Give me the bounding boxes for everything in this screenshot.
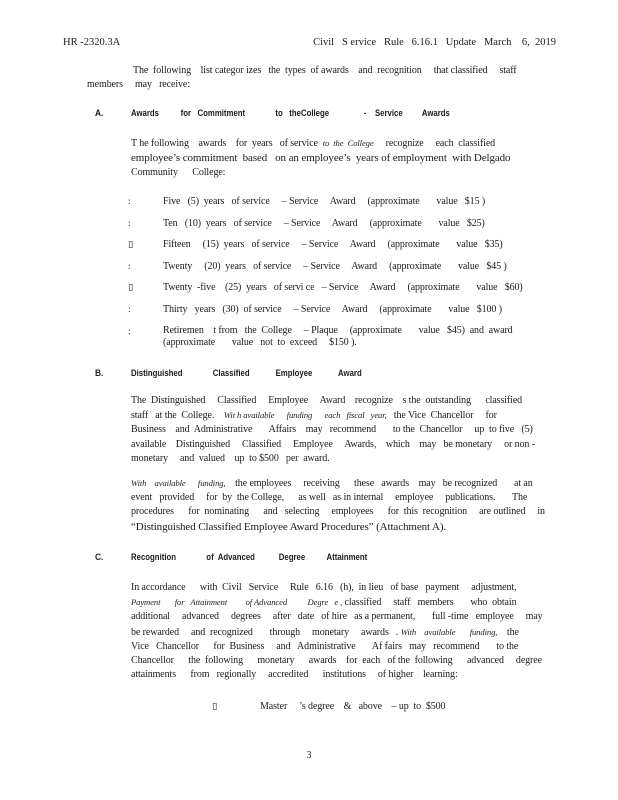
section-title: Awards for Commitment to theCollege - Service Awards — [131, 108, 450, 119]
list-item — [128, 281, 523, 295]
text-line: additional advanced degrees after date of hire as a permanent, full -time employee may — [131, 611, 543, 623]
text-line: employee’s commitment based on an employee’s years of employment with Delgado — [131, 152, 511, 165]
text-line: attainments from regionally accredited institutions of higher learning: — [131, 669, 458, 681]
page-header — [63, 37, 556, 48]
section-title: Recognition of Advanced Degree Attainment — [131, 552, 368, 563]
text-line: In accordance with Civil Service Rule 6.16 (h), in lieu of base payment adjustment, — [131, 582, 517, 593]
text-line: staff at the College. Wit h available funding each fiscal year, the Vice Chancellor for — [131, 410, 497, 422]
section-a-heading — [95, 108, 520, 120]
text-line: Ten (10) years of service – Service Award (approximate value $25) — [163, 217, 485, 229]
text-line: Vice Chancellor for Business and Administrative Af fairs may recommend to the — [131, 640, 519, 652]
section-a-paragraph — [131, 136, 510, 181]
section-letter: C. — [95, 552, 104, 563]
text-line: Twenty (20) years of service – Service Award (approximate value $45 ) — [163, 260, 507, 272]
text-line: Payment for Attainment of Advanced Degre e , classified staff members who obtain — [131, 597, 517, 609]
text-line: event provided for by the College, as well as in internal employee publications. The — [131, 492, 528, 504]
text-line: “Distinguished Classified Employee Award Procedures” (Attachment A). — [131, 520, 447, 533]
section-title: Distinguished Classified Employee Award — [131, 368, 362, 379]
text-line: be rewarded and recognized through monetary awards . With available funding, the — [131, 626, 519, 638]
bullet-icon: ▯ — [212, 702, 218, 712]
intro-paragraph — [87, 64, 517, 92]
degree-award-item — [212, 700, 445, 714]
text-line: (approximate value not to exceed $150 ). — [163, 337, 357, 349]
bullet-icon: : — [128, 326, 131, 337]
doc-id: HR -2320.3A — [63, 37, 121, 48]
bullet-icon: : — [128, 304, 131, 315]
text-line: The following list categor izes the types of awards and recognition that classified staff — [133, 65, 517, 76]
bullet-icon: : — [128, 261, 131, 272]
list-item — [128, 217, 523, 231]
list-item — [128, 260, 523, 274]
text-line: Business and Administrative Affairs may recommend to the Chancellor up to five (5) — [131, 424, 533, 436]
section-c-paragraph — [131, 581, 543, 682]
section-letter: B. — [95, 368, 104, 379]
service-awards-list — [128, 195, 523, 350]
list-item — [128, 325, 523, 350]
section-b-paragraph-2 — [131, 476, 545, 535]
bullet-icon: : — [128, 218, 131, 229]
text-line: Thirty years (30) of service – Service Award (approximate value $100 ) — [163, 303, 502, 315]
text-line: procedures for nominating and selecting employees for this recognition are outlined in — [131, 506, 545, 518]
text-line: The Distinguished Classified Employee Award recognize s the outstanding classified — [131, 395, 523, 406]
text-line: Community College: — [131, 167, 226, 179]
text-line: Fifteen (15) years of service – Service Award (approximate value $35) — [163, 239, 503, 251]
text-line: Master ’s degree & above – up to $500 — [260, 701, 446, 712]
text-line: monetary and valued up to $500 per award. — [131, 452, 330, 464]
text-line: Chancellor the following monetary awards for each of the following advanced degree — [131, 655, 542, 667]
doc-title-date: Civil S ervice Rule 6.16.1 Update March 6, 2019 — [313, 37, 556, 48]
list-item — [128, 303, 523, 317]
list-item — [128, 195, 523, 209]
bullet-icon: ▯ — [128, 240, 134, 251]
text-line: Twenty -five (25) years of servi ce – Service Award (approximate value $60) — [163, 282, 523, 294]
section-b-heading — [95, 368, 412, 380]
text-line: Retiremen t from the College – Plaque (approximate value $45) and award — [163, 324, 513, 336]
section-letter: A. — [95, 108, 104, 119]
text-line: With available funding, the employees receiving these awards may be recognized at an — [131, 478, 533, 489]
bullet-icon: : — [128, 197, 131, 207]
page-number: 3 — [306, 750, 312, 761]
text-line: available Distinguished Classified Employee Awards, which may be monetary or non - — [131, 438, 535, 450]
bullet-icon: ▯ — [128, 283, 134, 294]
section-c-heading — [95, 552, 419, 564]
list-item — [128, 238, 523, 252]
section-b-paragraph-1 — [131, 394, 535, 466]
text-line: Five (5) years of service – Service Award (approximate value $15 ) — [163, 196, 486, 207]
text-line: T he following awards for years of service to the College recognize each classified — [131, 138, 496, 149]
text-line: members may receive: — [87, 79, 190, 91]
